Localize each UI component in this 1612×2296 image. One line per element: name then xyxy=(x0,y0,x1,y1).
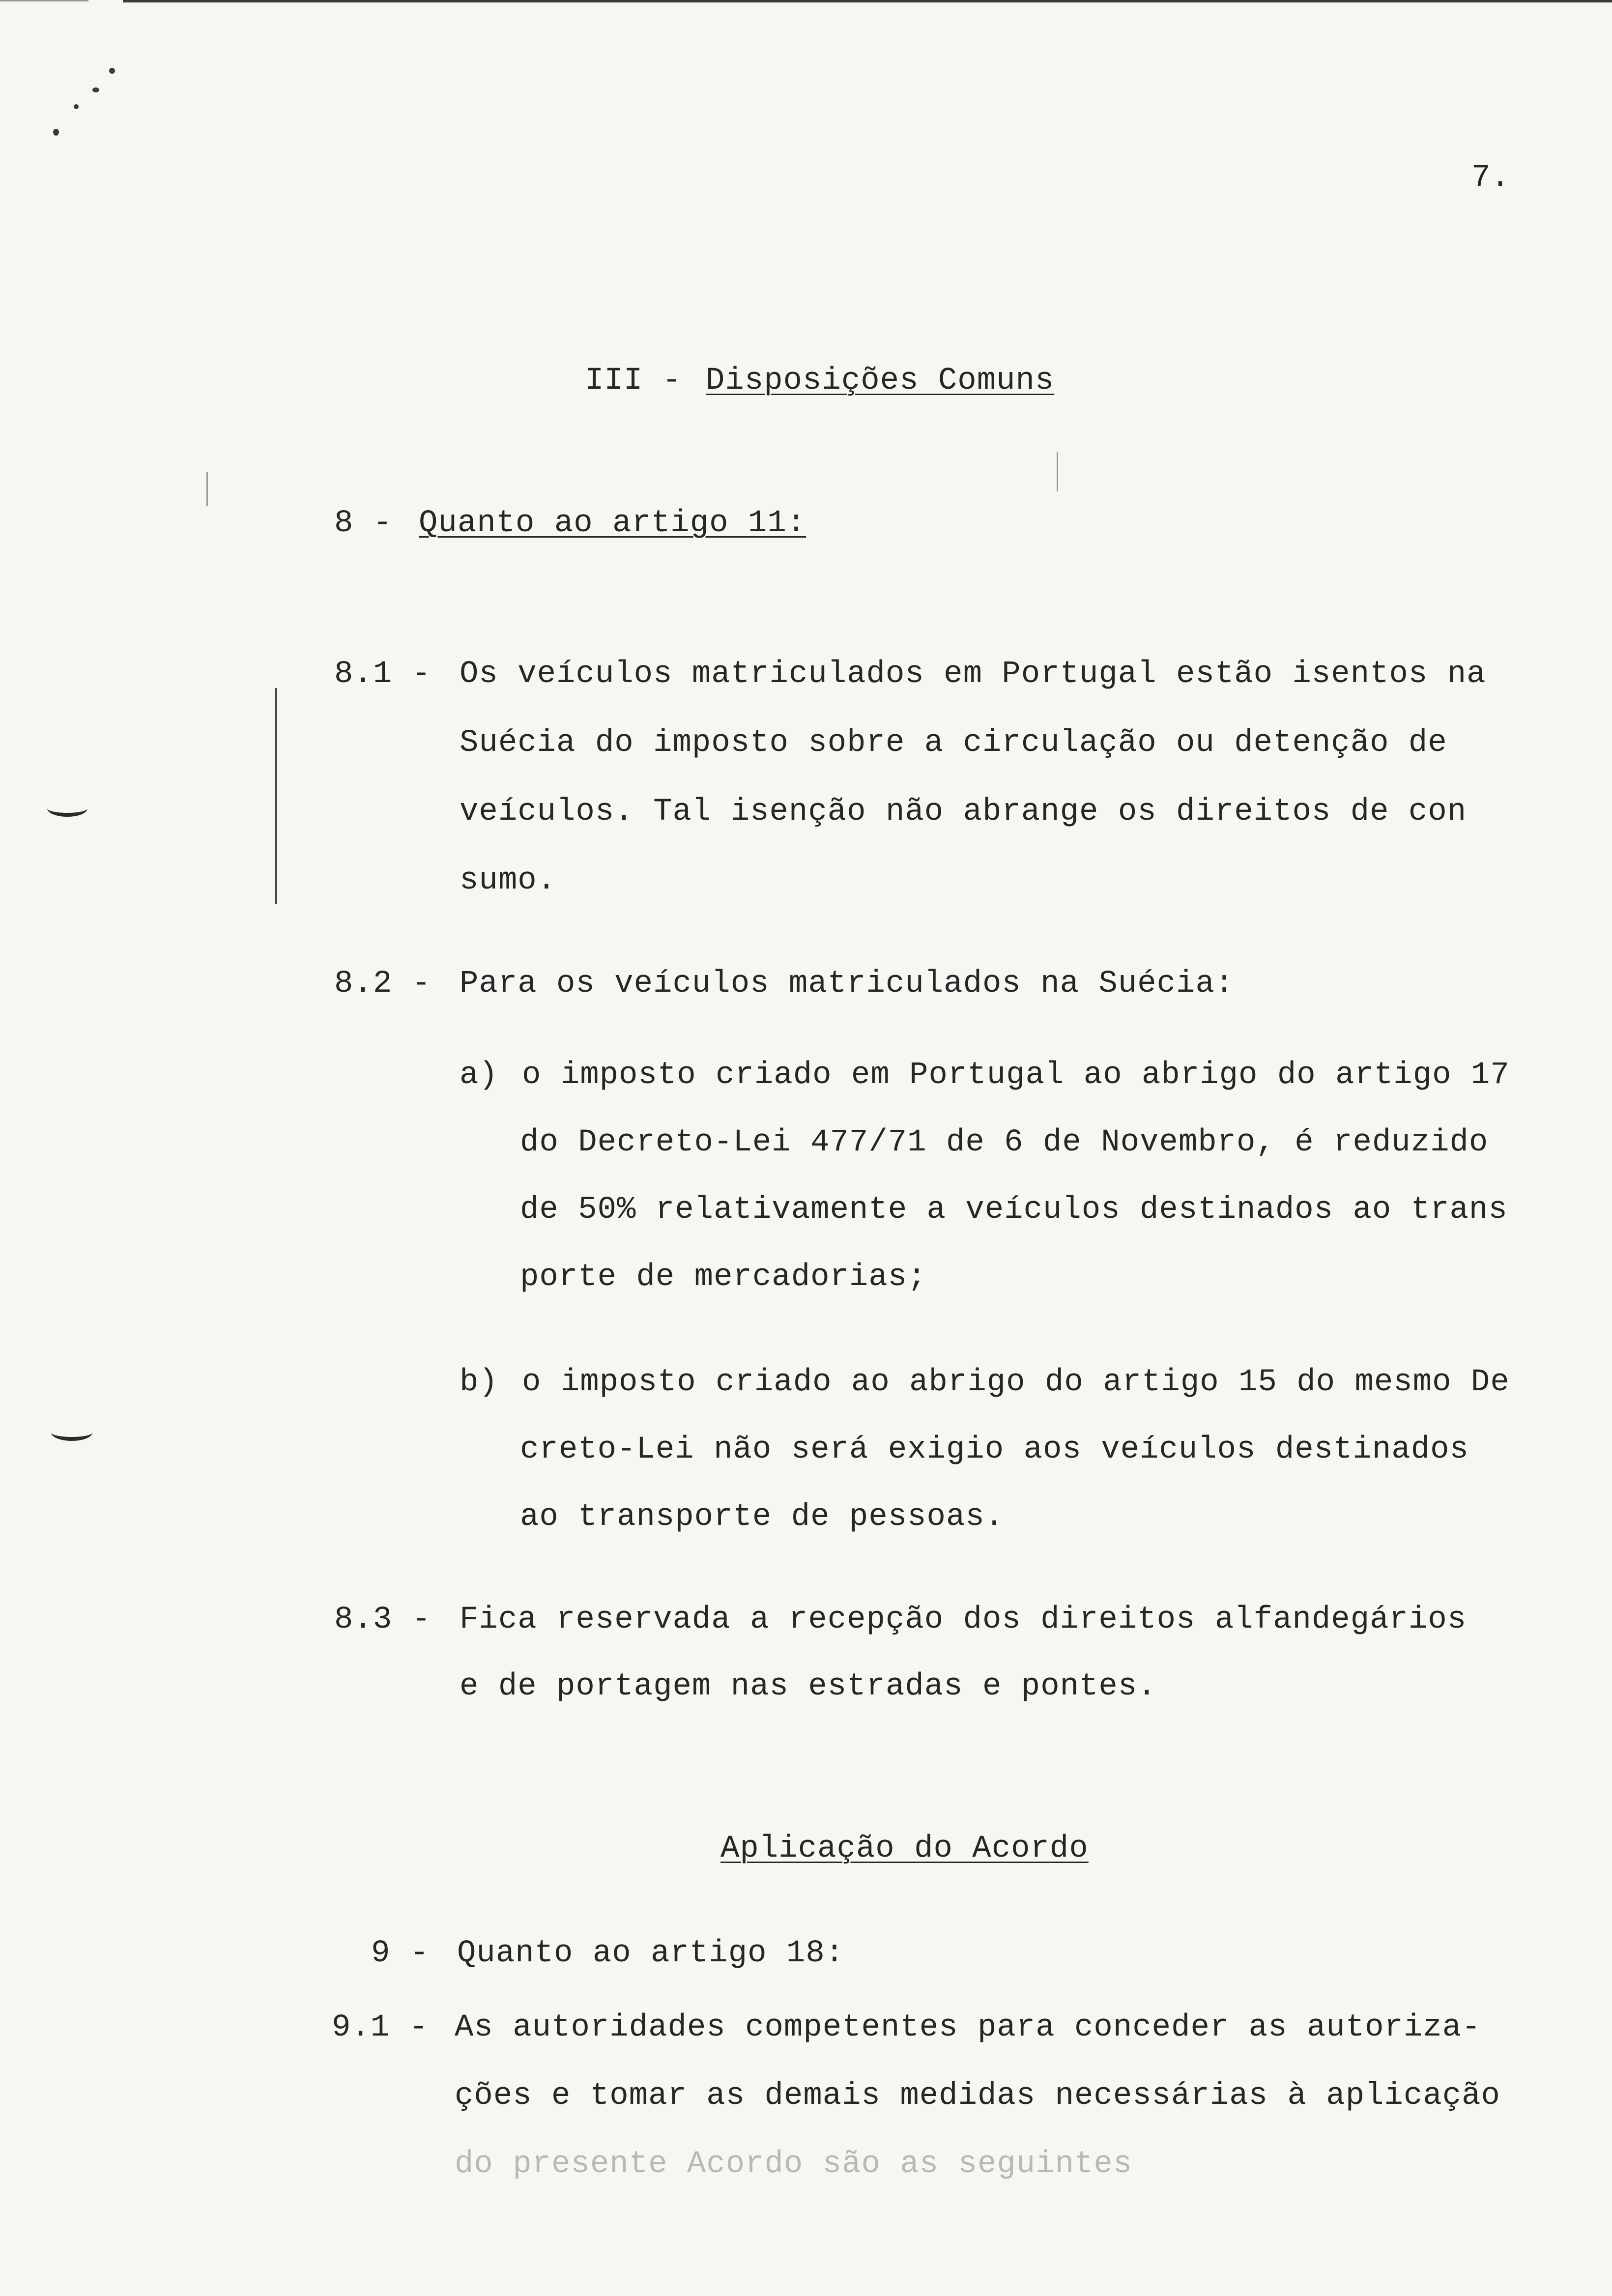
top-border-line xyxy=(123,0,1612,2)
paragraph-line: Suécia do imposto sobre a circulação ou detenção de xyxy=(460,725,1447,761)
sub-item-label: b) xyxy=(460,1365,498,1400)
margin-pencil-line xyxy=(206,472,208,506)
paragraph-line: do Decreto-Lei 477/71 de 6 de Novembro, é reduzido xyxy=(520,1125,1489,1160)
ink-speck xyxy=(53,129,59,136)
item-heading: Quanto ao artigo 18: xyxy=(457,1936,845,1971)
sub-item-label: a) xyxy=(460,1058,498,1093)
stray-pencil-line xyxy=(1057,452,1058,491)
item-number: 8.1 - xyxy=(334,657,432,692)
ink-speck xyxy=(74,104,79,109)
paragraph-line: Fica reservada a recepção dos direitos alfandegários xyxy=(460,1602,1467,1637)
section-subheading: Aplicação do Acordo xyxy=(720,1831,1089,1866)
margin-ink-mark xyxy=(47,800,87,817)
paragraph-line: o imposto criado em Portugal ao abrigo do artigo 17 xyxy=(522,1058,1510,1093)
paragraph-line: Os veículos matriculados em Portugal estão isentos na xyxy=(460,657,1486,692)
top-border-line-left xyxy=(0,0,88,1)
margin-ink-mark xyxy=(51,1424,92,1441)
item-number: 8.2 - xyxy=(334,966,432,1002)
item-heading: Quanto ao artigo 11: xyxy=(419,506,806,541)
paragraph-line: sumo. xyxy=(460,863,557,898)
margin-pencil-line xyxy=(275,688,277,904)
paragraph-line: Para os veículos matriculados na Suécia: xyxy=(460,966,1235,1002)
paragraph-line: de 50% relativamente a veículos destinados ao trans xyxy=(520,1192,1508,1228)
paragraph-line: ao transporte de pessoas. xyxy=(520,1499,1005,1535)
item-number: 9 - xyxy=(371,1936,430,1971)
paragraph-line: creto-Lei não será exigio aos veículos destinados xyxy=(520,1432,1469,1467)
item-number: 9.1 - xyxy=(332,2010,429,2045)
section-number: III - xyxy=(585,363,682,399)
item-number: 8.3 - xyxy=(334,1602,432,1637)
ink-speck xyxy=(92,87,99,92)
section-title: Disposições Comuns xyxy=(706,363,1055,399)
page-number: 7. xyxy=(1471,160,1510,196)
paragraph-line-faded: do presente Acordo são as seguintes xyxy=(455,2147,1133,2182)
paragraph-line: As autoridades competentes para conceder as autoriza- xyxy=(455,2010,1481,2045)
paragraph-line: ções e tomar as demais medidas necessárias à aplicação xyxy=(455,2078,1500,2114)
ink-speck xyxy=(109,68,115,74)
paragraph-line: veículos. Tal isenção não abrange os direitos de con xyxy=(460,794,1467,830)
paragraph-line: e de portagem nas estradas e pontes. xyxy=(460,1669,1157,1704)
paragraph-line: o imposto criado ao abrigo do artigo 15 do mesmo De xyxy=(522,1365,1510,1400)
paragraph-line: porte de mercadorias; xyxy=(520,1260,927,1295)
item-number: 8 - xyxy=(334,506,393,541)
